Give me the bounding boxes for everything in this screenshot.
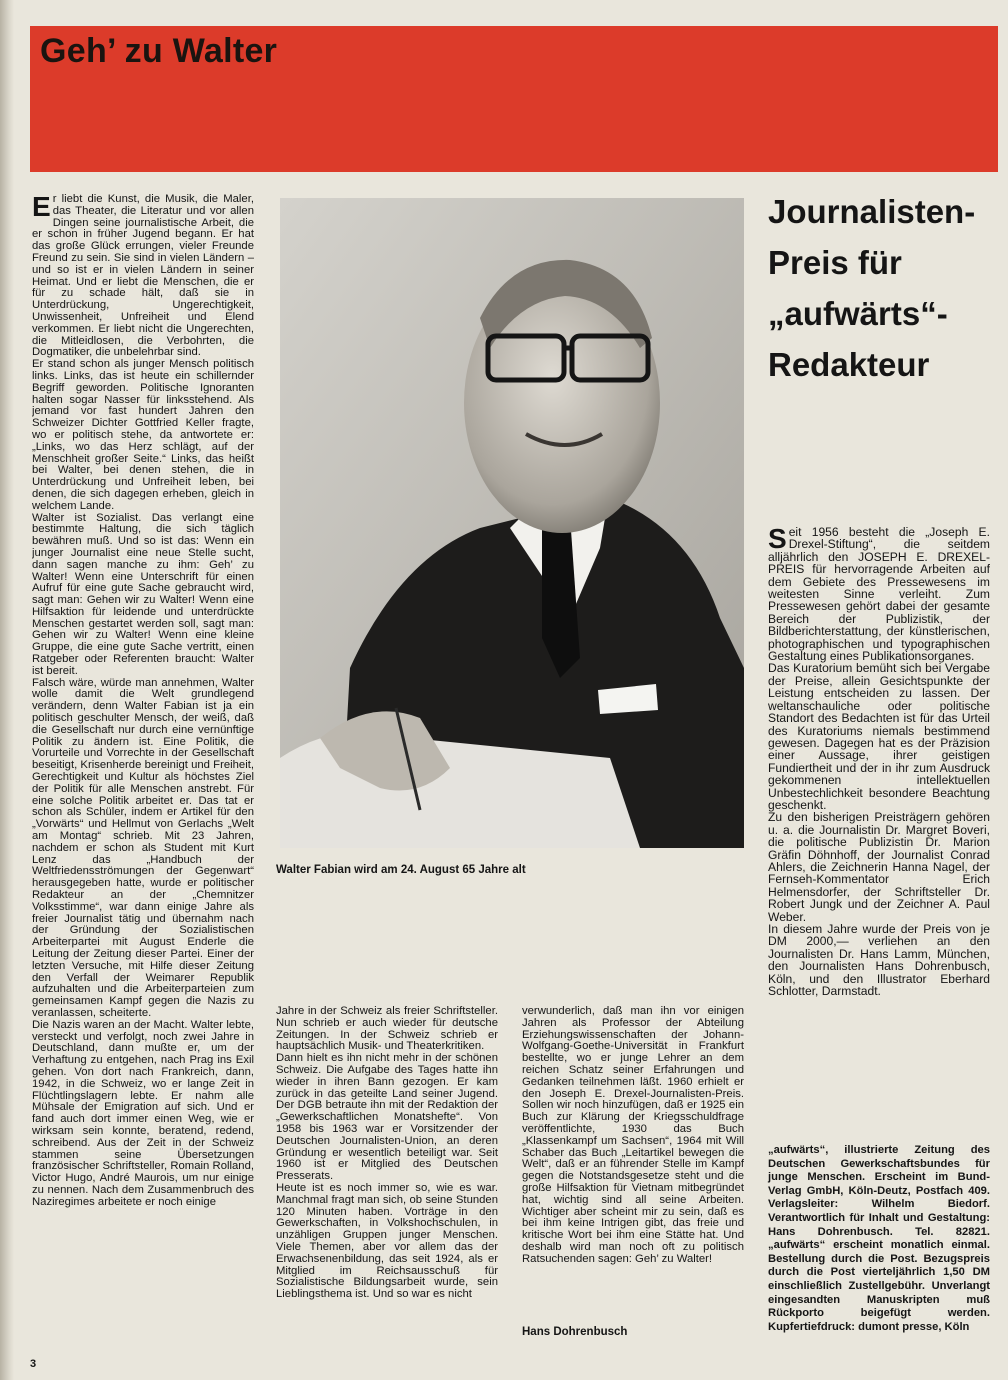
title-banner: [30, 26, 998, 172]
publication-imprint: „aufwärts“, illustrierte Zeitung des Deutschen Gewerkschaftsbundes für junge Menschen. Erscheint im Bund-Verlag GmbH, Köln-Deutz, Postfach 409. Verlagsleiter: Wilhelm Biedorf. Verantwortlich für Inhalt und Gestaltung: Hans Dohrenbusch. Tel. 82821. „aufwärts“ erscheint monatlich einmal. Bestellung durch die Post. Bezugspreis durch die Post vierteljährlich 1,50 DM einschließlich Zustellgebühr. Unverlangt eingesandten Manuskripten muß Rückporto beigefügt werden. Kupfertiefdruck: dumont presse, Köln: [768, 1144, 990, 1333]
article-paragraph: verwunderlich, daß man ihn vor einigen Jahren als Professor der Abteilung Erziehungswissenschaften der Johann-Wolfgang-Goethe-Universität in Frankfurt bestellte, wo er junge Lehrer an dem reichen Schatz seiner Erfahrungen und Gedanken teilnehmen läßt. 1960 erhielt er den Joseph E. Drexel-Journalisten-Preis. Sollen wir noch hinzufügen, daß er 1925 ein Buch zur Klärung der Kriegsschuldfrage veröffentlichte, 1930 das Buch „Klassenkampf um Sachsen“, 1964 mit Will Schaber das Buch „Leitartikel bewegen die Welt“, daß er an führender Stelle im Kampf gegen die Notstandsgesetze steht und die große Hilfsaktion für Vietnam mitbegründet hat, wichtig sind all seine Arbeiten. Wichtiger aber scheint mir zu sein, daß es bei ihm keine Intrigen gibt, das freie und kritische Wort bei ihm eine Stätte hat. Und deshalb wird man noch oft zu politisch Ratsuchenden sagen: Geh’ zu Walter!: [522, 1005, 744, 1265]
article-column-2: [276, 1006, 498, 1344]
drop-cap: E: [32, 194, 51, 222]
headline-line: Preis für: [768, 244, 902, 281]
photo-caption: Walter Fabian wird am 24. August 65 Jahre alt: [276, 864, 526, 876]
article-title: Geh’ zu Walter: [40, 32, 278, 70]
headline-line: Journalisten-: [768, 193, 976, 230]
author-byline: Hans Dohrenbusch: [522, 1326, 628, 1338]
article-paragraph: In diesem Jahre wurde der Preis von je DM 2000,— verliehen an den Journalisten Dr. Hans Lamm, München, den Journalisten Hans Dohrenbusch, Köln, und den Illustrator Eberhard Schlotter, Darmstadt.: [768, 922, 990, 999]
headline-line: „aufwärts“-: [768, 295, 948, 332]
page-number: 3: [30, 1358, 37, 1370]
drop-cap: S: [768, 523, 787, 554]
article-paragraph: Zu den bisherigen Preisträgern gehören u. a. die Journalistin Dr. Margret Boveri, die politische Publizistin Dr. Marion Gräfin Döhnhoff, der Journalist Conrad Ahlers, die Zeichnerin Hanna Nagel, der Fernseh-Kommentator Erich Helmensdorfer, der Schriftsteller Dr. Robert Jungk und der Zeichner A. Paul Weber.: [768, 810, 990, 924]
article-paragraph: Dann hielt es ihn nicht mehr in der schönen Schweiz. Die Aufgabe des Tages hatte ihn wieder in ihren Bann gezogen. Er kam zurück in das geteilte Land seiner Jugend. Der DGB betraute ihn mit der Redaktion der „Gewerkschaftlichen Monatshefte“. Von 1958 bis 1963 war er Vorsitzender der Deutschen Journalisten-Union, an deren Gründung er wesentlich beteiligt war. Seit 1960 ist er Mitglied des Deutschen Presserats.: [276, 1052, 498, 1183]
article-paragraph: Seit 1956 besteht die „Joseph E. Drexel-Stiftung“, die seitdem alljährlich den JOSEPH E. DREXEL-PREIS für hervorragende Arbeiten auf dem Gebiete des Pressewesens im weitesten Sinne verleiht. Zum Pressewesen gehört dabei der gesamte Bereich der Publizistik, der Bildberichterstattung, der künstlerischen, photographischen und typographischen Gestaltung eines Publikationsorganes.: [768, 523, 990, 664]
article-paragraph: Falsch wäre, würde man annehmen, Walter wolle damit die Welt grundlegend verändern, denn Walter Fabian ist ja ein politisch geschulter Mensch, der weiß, daß die Gesellschaft nur durch eine vernünftige Politik zu ändern ist. Eine Politik, die Vorurteile und Vorrechte in der Gesellschaft beseitigt, Krisenherde bereinigt und Freiheit, Gerechtigkeit und Kultur als höchstes Ziel der Politik für alle Menschen anstrebt. Für eine solche Politik arbeitet er. Das tat er schon als Schüler, indem er Artikel für den „Vorwärts“ und Hellmut von Gerlachs „Welt am Montag“ schrieb. Mit 23 Jahren, nachdem er schon als Student mit Kurt Lenz das „Handbuch der Weltfriedensströmungen der Gegenwart“ herausgegeben hatte, wurde er politischer Redakteur an der „Chemnitzer Volksstimme“, war dann einige Jahre als freier Journalist tätig und übernahm nach der Gründung der Sozialistischen Arbeiterpartei mit August Enderle die Leitung der Zeitung dieser Partei. Einer der letzten Versuche, mit Hilfe dieser Zeitung den Verfall der Weimarer Republik aufzuhalten und die Arbeiterparteien zum gemeinsamen Kampf gegen die Nazis zu veranlassen, scheiterte.: [32, 676, 254, 1019]
article-column-1: [32, 194, 254, 1344]
article-paragraph: Das Kuratorium bemüht sich bei Vergabe der Preise, allein Gesichtspunkte der Leistung entscheiden zu lassen. Der weltanschauliche oder politische Standort des Bedachten ist für das Urteil des Kuratoriums niemals bestimmend gewesen. Dagegen hat es der Präzision einer Aussage, ihrer geistigen Fundiertheit und der in ihr zum Ausdruck gekommenen intellektuellen Unbestechlichkeit besondere Beachtung geschenkt.: [768, 661, 990, 812]
sidebar-headline: [768, 186, 1004, 390]
page-binding-edge: [0, 0, 14, 1380]
portrait-photo: [280, 198, 744, 848]
article-paragraph: Er stand schon als junger Mensch politisch links. Links, das ist heute ein schillernder Begriff geworden. Politische Ignoranten halten sogar Nasser für linksstehend. Als jemand vor fast hundert Jahren den Schweizer Dichter Gottfried Keller fragte, wo er politisch stehe, da antwortete er: „Links, wo das Herz schlägt, auf der Menschheit großer Seite.“ Links, das heißt bei Walter, bei denen stehen, die in Unterdrückung und Unfreiheit leben, bei denen, die sich dagegen erheben, gleich in welchem Lande.: [32, 358, 254, 512]
article-paragraph: Er liebt die Kunst, die Musik, die Maler, das Theater, die Literatur und vor allen Dingen seine journalistische Arbeit, die er schon in früher Jugend begann. Er hat das große Glück errungen, vieler Freunde Freund zu sein. Sie sind in vielen Ländern – und so ist er in vielen Ländern in seiner Heimat. Und er liebt die Menschen, die er für zu schade hält, daß sie in Unterdrückung, Ungerechtigkeit, Unwissenheit, Unfreiheit und Elend verkommen. Er liebt nicht die Ungerechten, die Mitleidlosen, die Verbohrten, die Dogmatiker, die unbelehrbar sind.: [32, 194, 254, 359]
headline-line: Redakteur: [768, 346, 930, 383]
article-paragraph: Die Nazis waren an der Macht. Walter lebte, versteckt und verfolgt, noch zwei Jahre in Deutschland, dann mußte er, um der Verhaftung zu entgehen, nach Prag ins Exil gehen. Von dort nach Frankreich, dann, 1942, in die Schweiz, wo er lange Zeit in Flüchtlingslagern lebte. Er nahm alle Mühsale der Emigration auf sich. Und er fand auch dort immer einen Weg, wie er wirksam sein konnte, beratend, redend, schreibend. Aus der Zeit in der Schweiz stammen seine Übersetzungen französischer Schriftsteller, Romain Rolland, Victor Hugo, André Maurois, um nur einige zu nennen. Nach dem Zusammenbruch des Naziregimes arbeitete er noch einige: [32, 1018, 254, 1208]
article-paragraph: Jahre in der Schweiz als freier Schriftsteller. Nun schrieb er auch wieder für deutsche Zeitungen. In der Schweiz schrieb er hauptsächlich Musik- und Theaterkritiken.: [276, 1006, 498, 1053]
sidebar-article: [768, 523, 990, 999]
article-paragraph: Heute ist es noch immer so, wie es war. Manchmal fragt man sich, ob seine Stunden 120 Minuten haben. Vorträge in den Gewerkschaften, in Volkshochschulen, in unzähligen Gruppen junger Menschen. Viele Themen, aber vor allem das der Erwachsenenbildung, das seit 1924, als er Mitglied im Reichsausschuß für Sozialistische Bildungsarbeit wurde, sein Lieblingsthema ist. Und so war es nicht: [276, 1181, 498, 1301]
article-paragraph: Walter ist Sozialist. Das verlangt eine bestimmte Haltung, die sich täglich bewähren muß. Und so ist das: Wenn ein junger Journalist eine neue Stelle sucht, dann sagen manche zu ihm: Geh’ zu Walter! Wenn eine Unterschrift für einen Aufruf für eine gute Sache gebraucht wird, sagt man: Gehen wir zu Walter! Wenn eine Hilfsaktion für leidende und unterdrückte Menschen gestartet werden soll, sagt man: Gehen wir zu Walter! Wenn eine kleine Gruppe, die eine gute Sache vertritt, einen Ratgeber oder Referenten braucht: Walter ist bereit.: [32, 511, 254, 677]
article-column-3: [522, 1006, 744, 1266]
